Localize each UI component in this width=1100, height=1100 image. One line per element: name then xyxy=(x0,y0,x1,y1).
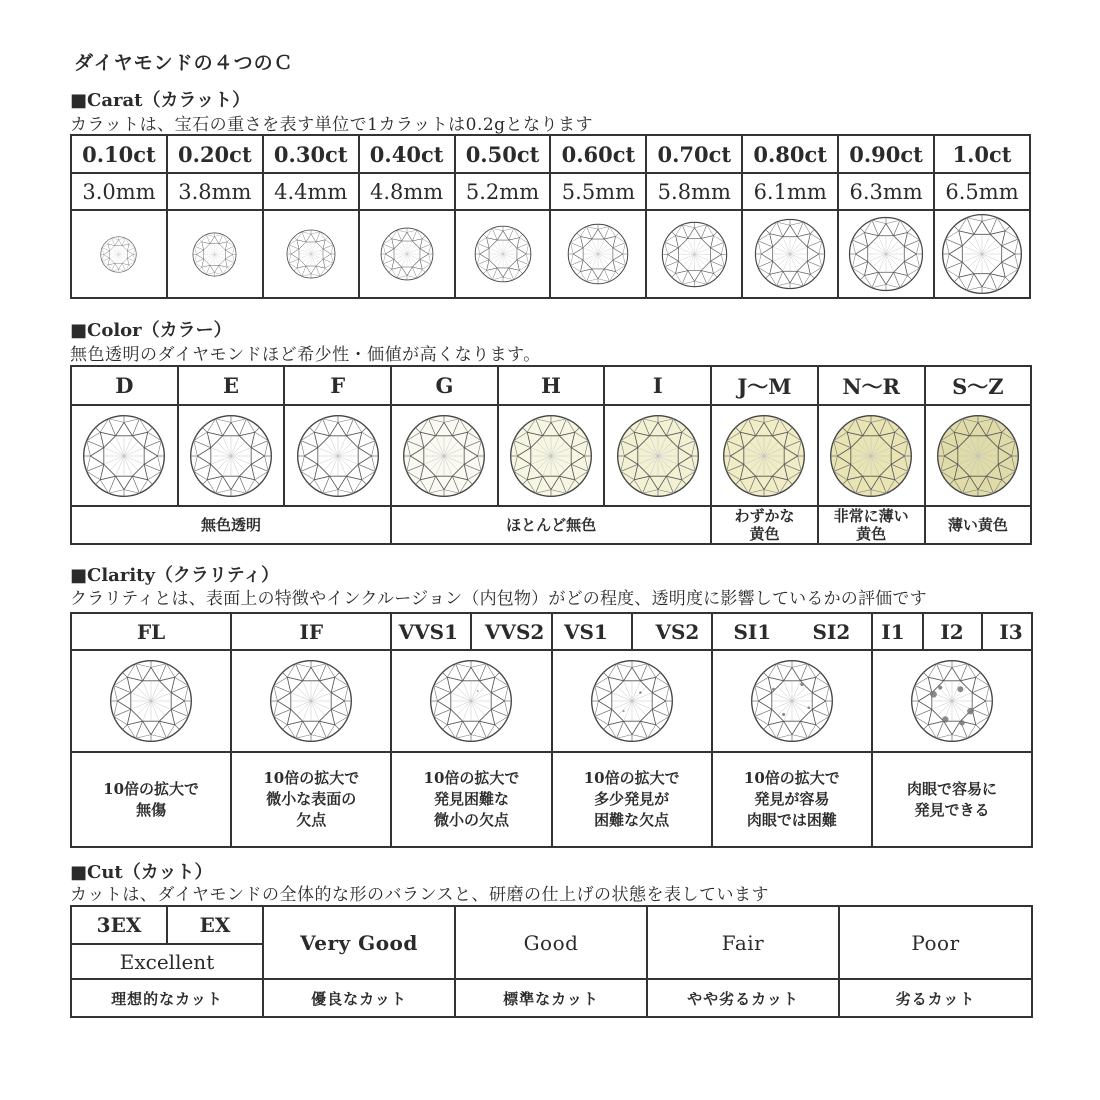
color-description: 無色透明のダイヤモンドほど希少性・価値が高くなります。 xyxy=(70,345,541,365)
clarity-description-cell: 10倍の拡大で 多少発見が 困難な欠点 xyxy=(552,752,712,847)
diamond-icon xyxy=(819,414,924,498)
diamond-icon xyxy=(935,213,1029,295)
color-grade: H xyxy=(498,366,605,405)
carat-size: 3.0mm xyxy=(71,173,167,210)
color-group-label: 無色透明 xyxy=(71,506,391,544)
carat-size: 3.8mm xyxy=(167,173,263,210)
cut-heading: ■Cut（カット） xyxy=(70,862,213,883)
carat-weight: 0.50ct xyxy=(455,135,551,173)
cut-description-cell: 理想的なカット xyxy=(71,979,263,1017)
carat-weight: 0.30ct xyxy=(263,135,359,173)
diamond-icon xyxy=(743,218,837,290)
cut-grade: EX xyxy=(167,906,263,944)
diamond-icon xyxy=(168,232,262,277)
diamond-icon xyxy=(499,414,604,498)
diamond-icon xyxy=(72,659,230,743)
diamond-icon xyxy=(605,414,710,498)
color-grade: G xyxy=(391,366,498,405)
clarity-grade: IF xyxy=(231,613,391,650)
diamond-icon xyxy=(179,414,284,498)
clarity-table xyxy=(70,612,1033,848)
diamond-icon xyxy=(553,659,711,743)
clarity-grade: I3 xyxy=(999,619,1023,644)
carat-size: 6.5mm xyxy=(934,173,1030,210)
color-grade: N～R xyxy=(818,366,925,405)
carat-size: 4.8mm xyxy=(359,173,455,210)
color-grade: J～M xyxy=(711,366,818,405)
clarity-description: クラリティとは、表面上の特徴やインクルージョン（内包物）がどの程度、透明度に影響しているかの評価です xyxy=(70,589,927,609)
clarity-grade: SI1 xyxy=(733,619,772,644)
diamond-icon xyxy=(839,216,933,292)
carat-weight: 0.90ct xyxy=(838,135,934,173)
cut-description: カットは、ダイヤモンドの全体的な形のバランスと、研磨の仕上げの状態を表しています xyxy=(70,885,769,905)
color-grade: S～Z xyxy=(925,366,1032,405)
carat-size: 5.2mm xyxy=(455,173,551,210)
carat-size: 4.4mm xyxy=(263,173,359,210)
cut-description-cell: 劣るカット xyxy=(839,979,1032,1017)
carat-weight: 0.20ct xyxy=(167,135,263,173)
diamond-icon xyxy=(647,221,741,288)
clarity-grade: VVS2 xyxy=(484,619,545,644)
clarity-grade: VS2 xyxy=(655,619,700,644)
cut-description-cell: やや劣るカット xyxy=(647,979,839,1017)
carat-weight: 0.40ct xyxy=(359,135,455,173)
diamond-icon xyxy=(926,414,1031,498)
color-group-label: 非常に薄い 黄色 xyxy=(818,506,925,544)
diamond-icon xyxy=(712,414,817,498)
page-title: ダイヤモンドの４つのＣ xyxy=(74,52,294,74)
cut-grade: Poor xyxy=(839,906,1032,979)
clarity-grade: FL xyxy=(71,613,231,650)
color-heading: ■Color（カラー） xyxy=(70,320,232,341)
clarity-grade: I2 xyxy=(940,619,964,644)
diamond-icon xyxy=(285,414,390,498)
clarity-grade: I1 xyxy=(881,619,905,644)
cut-grade: Good xyxy=(455,906,647,979)
carat-size: 6.3mm xyxy=(838,173,934,210)
diamond-icon xyxy=(360,227,454,281)
carat-size: 5.8mm xyxy=(646,173,742,210)
clarity-description-cell: 10倍の拡大で 発見困難な 微小の欠点 xyxy=(391,752,551,847)
diamond-icon xyxy=(392,414,497,498)
diamond-icon xyxy=(873,659,1031,743)
clarity-description-cell: 10倍の拡大で 発見が容易 肉眼では困難 xyxy=(712,752,872,847)
color-grade: I xyxy=(604,366,711,405)
color-grade: F xyxy=(284,366,391,405)
cut-description-cell: 標準なカット xyxy=(455,979,647,1017)
diamond-icon xyxy=(713,659,871,743)
color-group-label: 薄い黄色 xyxy=(925,506,1032,544)
carat-weight: 0.60ct xyxy=(550,135,646,173)
carat-weight: 0.70ct xyxy=(646,135,742,173)
diamond-icon xyxy=(264,229,358,279)
cut-description-cell: 優良なカット xyxy=(263,979,455,1017)
carat-description: カラットは、宝石の重さを表す単位で1カラットは0.2gとなります xyxy=(70,115,594,135)
carat-weight: 0.80ct xyxy=(742,135,838,173)
carat-size: 6.1mm xyxy=(742,173,838,210)
clarity-grade: VS1 xyxy=(563,619,608,644)
diamond-icon xyxy=(551,223,645,285)
color-grade: E xyxy=(178,366,285,405)
color-grade: D xyxy=(71,366,178,405)
diamond-icon xyxy=(72,236,166,273)
diamond-icon xyxy=(72,414,177,498)
clarity-description-cell: 肉眼で容易に 発見できる xyxy=(872,752,1032,847)
cut-grade: Fair xyxy=(647,906,839,979)
cut-grade: 3EX xyxy=(71,906,167,944)
clarity-description-cell: 10倍の拡大で 無傷 xyxy=(71,752,231,847)
cut-grade: Very Good xyxy=(263,906,455,979)
cut-table xyxy=(70,905,1033,1018)
diamond-icon xyxy=(392,659,550,743)
carat-size: 5.5mm xyxy=(550,173,646,210)
clarity-grade: SI2 xyxy=(812,619,851,644)
carat-table xyxy=(70,134,1031,299)
diamond-icon xyxy=(456,225,550,283)
clarity-heading: ■Clarity（クラリティ） xyxy=(70,565,280,586)
carat-heading: ■Carat（カラット） xyxy=(70,90,251,111)
cut-grade: Excellent xyxy=(71,944,263,979)
carat-weight: 0.10ct xyxy=(71,135,167,173)
clarity-description-cell: 10倍の拡大で 微小な表面の 欠点 xyxy=(231,752,391,847)
carat-weight: 1.0ct xyxy=(934,135,1030,173)
color-group-label: ほとんど無色 xyxy=(391,506,711,544)
clarity-grade: VVS1 xyxy=(398,619,458,644)
color-table xyxy=(70,365,1032,545)
color-group-label: わずかな 黄色 xyxy=(711,506,818,544)
diamond-icon xyxy=(232,659,390,743)
